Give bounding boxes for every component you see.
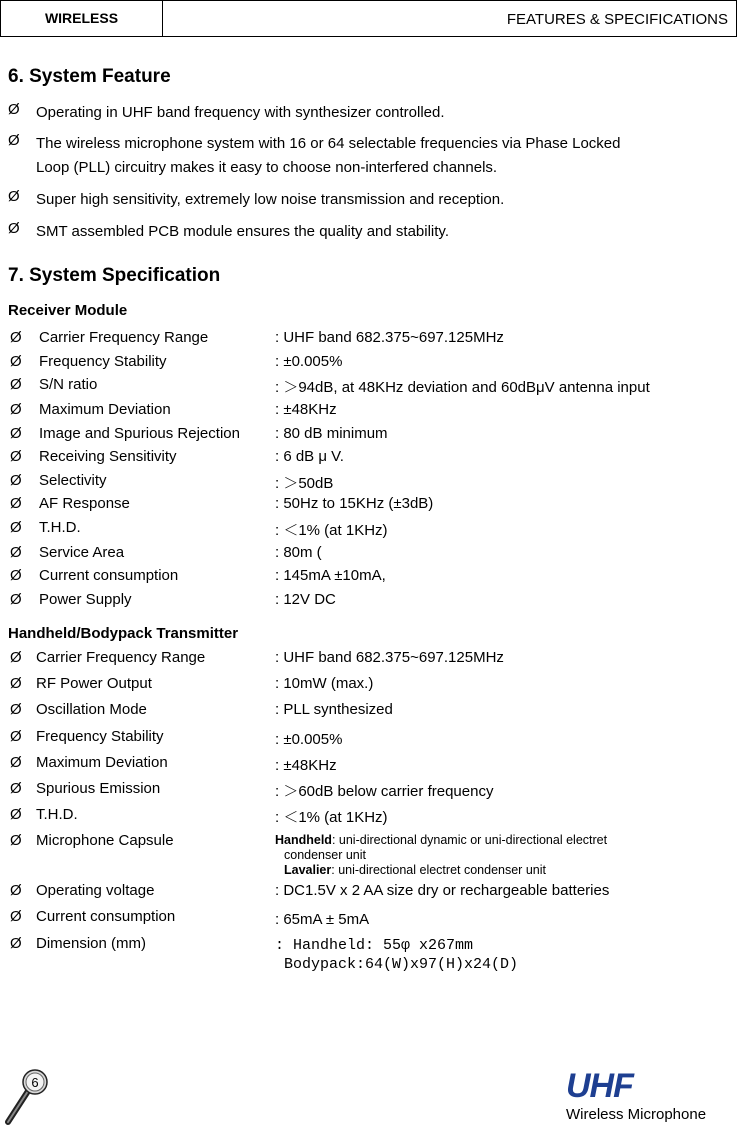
brand-footer [566, 1068, 706, 1123]
bullet-arrow-icon: Ø [10, 544, 22, 561]
spec-row: Ø Frequency Stability : ±0.005% [10, 728, 343, 748]
bullet-arrow-icon: Ø [10, 935, 22, 952]
spec-row: Ø RF Power Output : 10mW (max.) [10, 675, 374, 692]
section-6-title: 6. System Feature [8, 66, 171, 87]
bullet-arrow-icon: Ø [8, 132, 20, 149]
spec-row: Ø Power Supply : 12V DC [10, 591, 336, 608]
bullet-arrow-icon: Ø [10, 425, 22, 442]
spec-row: Ø Carrier Frequency Range : UHF band 682.375~697.125MHz [10, 649, 504, 666]
spec-row: Ø Spurious Emission : ＞60dB below carrier frequency [10, 780, 494, 800]
bullet-arrow-icon: Ø [10, 908, 22, 925]
bullet-arrow-icon: Ø [10, 353, 22, 370]
section-7-title: 7. System Specification [8, 265, 221, 286]
receiver-module-title: Receiver Module [8, 302, 128, 319]
transmitter-title: Handheld/Bodypack Transmitter [8, 625, 239, 642]
bullet-arrow-icon: Ø [10, 675, 22, 692]
spec-row: Ø Maximum Deviation : ±48KHz [10, 754, 337, 774]
bullet-arrow-icon: Ø [10, 401, 22, 418]
bullet-arrow-icon: Ø [10, 519, 22, 536]
microphone-icon [4, 1068, 50, 1126]
spec-row: Ø Service Area : 80m ( [10, 544, 322, 561]
bullet-arrow-icon: Ø [10, 591, 22, 608]
spec-row: Ø Current consumption : 65mA ± 5mA [10, 908, 370, 928]
dimension-values: : Handheld: 55φ x267mm Bodypack:64(W)x97(H)x24(D) [275, 937, 519, 973]
brand-tagline: Wireless Microphone [566, 1106, 707, 1123]
bullet-arrow-icon: Ø [10, 701, 22, 718]
header-category: WIRELESS [1, 1, 163, 36]
spec-row: Ø Maximum Deviation : ±48KHz [10, 401, 337, 418]
bullet-arrow-icon: Ø [10, 376, 22, 393]
spec-row: Ø Operating voltage : DC1.5V x 2 AA size dry or rechargeable batteries [10, 882, 610, 899]
spec-row: Ø Image and Spurious Rejection : 80 dB minimum [10, 425, 388, 442]
bullet-arrow-icon: Ø [10, 728, 22, 745]
spec-row: Ø Oscillation Mode : PLL synthesized [10, 701, 393, 718]
spec-row: Ø T.H.D. : ＜1% (at 1KHz) [10, 806, 388, 826]
spec-row: Ø Selectivity : ＞50dB [10, 472, 334, 492]
page-header [0, 0, 737, 37]
uhf-logo: UHF [566, 1067, 633, 1105]
page-number-mic-badge [4, 1068, 50, 1131]
capsule-details: Handheld: uni-directional dynamic or uni-directional electret condenser unit Lavalier: uni-directional electret condenser unit [275, 833, 608, 877]
page-number: 6 [31, 1075, 39, 1090]
bullet-arrow-icon: Ø [10, 806, 22, 823]
bullet-arrow-icon: Ø [10, 649, 22, 666]
bullet-arrow-icon: Ø [10, 448, 22, 465]
spec-row-capsule: Ø Microphone Capsule Handheld: uni-directional dynamic or uni-directional electret condenser unit Lavalier: uni-directional electret condenser unit [10, 832, 608, 877]
bullet-arrow-icon: Ø [10, 567, 22, 584]
bullet-arrow-icon: Ø [10, 832, 22, 849]
bullet-arrow-icon: Ø [10, 780, 22, 797]
header-title: FEATURES & SPECIFICATIONS [506, 11, 728, 28]
spec-row: Ø Current consumption : 145mA ±10mA, [10, 567, 386, 584]
bullet-arrow-icon: Ø [10, 472, 22, 489]
spec-row: Ø AF Response : 50Hz to 15KHz (±3dB) [10, 495, 434, 512]
bullet-arrow-icon: Ø [8, 220, 20, 237]
spec-row: Ø T.H.D. : ＜1% (at 1KHz) [10, 519, 388, 539]
bullet-arrow-icon: Ø [8, 188, 20, 205]
spec-row: Ø S/N ratio : ＞94dB, at 48KHz deviation and 60dBμV antenna input [10, 376, 650, 396]
bullet-arrow-icon: Ø [10, 495, 22, 512]
bullet-arrow-icon: Ø [10, 754, 22, 771]
bullet-arrow-icon: Ø [10, 882, 22, 899]
spec-row: Ø Carrier Frequency Range : UHF band 682.375~697.125MHz [10, 329, 504, 346]
spec-row: Ø Receiving Sensitivity : 6 dB μ V. [10, 448, 344, 465]
bullet-arrow-icon: Ø [8, 101, 20, 118]
bullet-arrow-icon: Ø [10, 329, 22, 346]
spec-row-dimension: Ø Dimension (mm) : Handheld: 55φ x267mm Bodypack:64(W)x97(H)x24(D) [10, 935, 519, 973]
spec-row: Ø Frequency Stability : ±0.005% [10, 353, 343, 370]
